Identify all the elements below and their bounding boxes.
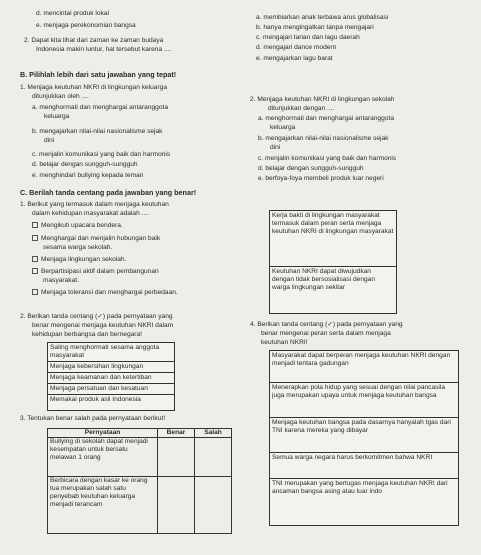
section-c-heading: C. Berilah tanda centang pada jawaban yang benar! xyxy=(20,188,197,197)
table-row xyxy=(48,437,232,476)
c-q2-statement-box xyxy=(47,342,175,411)
c-q4-statement-5[interactable]: TNI merupakan yang bertugas menjaga keutuhan NKRI dari ancaman bangsa asing atau luar indo xyxy=(272,480,448,495)
c-q4-statement-3[interactable]: Menjaga keutuhan bangsa pada dasarnya hanyalah tgas dari TNI karena mereka yang dibayar xyxy=(270,418,458,453)
b-q2-option-b: b. mengajarkan nilai-nilai nasionalisme sejak xyxy=(258,135,389,142)
b-q1-option-b: b. mengajarkan nilai-nilai nasionalisme sejak xyxy=(32,128,163,135)
c-q2-line2: benar mengenai menjaga keutuhan NKRI dalam xyxy=(32,322,174,329)
c-q1-option-4-cont: masyarakat. xyxy=(43,277,79,284)
b-q2-option-a-cont: keluarga xyxy=(270,124,296,131)
c-q1-statement-box xyxy=(269,210,397,314)
b-q1-line2: ditunjukkan oleh .... xyxy=(32,93,89,100)
option-b-top-right: b. hanya mengingatkan tanpa mengajari xyxy=(256,24,374,31)
c-q4-line3: keutuhan NKRI! xyxy=(261,339,308,346)
b-q2-option-a: a. menghormati dan menghargai antaranggota xyxy=(258,115,394,122)
c-q1-option-2: Menghargai dan menjalin hubungan baik xyxy=(32,235,160,243)
b-q1-option-b-cont: dini xyxy=(44,137,55,144)
section-b-heading: B. Pilihlah lebih dari satu jawaban yang tepat! xyxy=(20,70,177,79)
salah-cell[interactable] xyxy=(195,437,232,476)
c-q2-statement-4[interactable]: Menjaga persatuan dan kesatuan xyxy=(48,384,174,395)
c-q1-line1: 1. Berikut yang termasuk dalam menjaga keutuhan xyxy=(20,201,169,208)
b-q2-option-c: c. menjalin komunikasi yang baik dan harmonis xyxy=(258,155,397,162)
c-q1-option-5: Menjaga toleransi dan menghargai perbedaan. xyxy=(32,289,178,297)
benar-cell[interactable] xyxy=(158,437,195,476)
salah-cell[interactable] xyxy=(195,476,232,533)
b-q2-line1: 2. Menjaga keutuhan NKRI di lingkungan sekolah xyxy=(250,96,395,103)
c-q1-option-3: Menjaga lingkungan sekolah. xyxy=(32,256,126,264)
b-q1-line1: 1. Menjaga keutuhan NKRI di lingkungan keluarga xyxy=(20,84,167,91)
c-q4-statement-box xyxy=(269,350,459,526)
c-q4-statement-1[interactable]: Masyarakat dapat berperan menjaga keutuhan NKRI dengan menjadi tentara gadungan xyxy=(270,351,458,383)
c-q2-statement-5[interactable]: Memakai produk asli Indonesia xyxy=(50,395,141,403)
header-benar: Benar xyxy=(158,429,195,438)
option-d-top-right: d. mengajari dance modern xyxy=(256,44,337,51)
benar-cell[interactable] xyxy=(158,476,195,533)
c-q1-option-2-cont: sesama warga sekolah. xyxy=(43,244,113,251)
c-q2-statement-2[interactable]: Menjaga kebersihan lingkungan xyxy=(48,362,174,373)
checkbox-icon[interactable] xyxy=(32,256,38,262)
b-q2-option-b-cont: dini xyxy=(270,144,281,151)
c-q1-line2: dalam kehidupan masyarakat adalah .... xyxy=(32,210,149,217)
c-q4-line1: 4. Berikan tanda centang (✓) pada pernyataan yang xyxy=(250,321,403,328)
c-q1-statement-2[interactable]: Keutuhan NKRI dapat diwujudkan dengan tidak bersosialisasi dengan warga lingkungan sekitar xyxy=(272,268,376,291)
checkbox-icon[interactable] xyxy=(32,289,38,295)
question-a2-line1: 2. Dapat kita lihat dari zaman ke zaman budaya xyxy=(24,37,164,44)
b-q2-option-e: e. berfoya-foya membeli produk luar negeri xyxy=(258,175,384,182)
c-q4-line2: benar mengenai peran serta dalam menjaga xyxy=(261,330,391,337)
statement-cell: Berbicara dengan kasar ke orang tua merupakan salah satu penyebab keutuhan keluarga menjadi terancam xyxy=(48,476,158,533)
table-row xyxy=(48,476,232,533)
b-q1-option-e: e. menghindari bullying kepada teman xyxy=(32,172,144,179)
c-q2-statement-1[interactable]: Saling menghormati sesama anggota masyarakat xyxy=(48,343,174,362)
c-q2-line1: 2. Berikan tanda centang (✓) pada pernyataan yang xyxy=(20,313,173,320)
checkbox-icon[interactable] xyxy=(32,268,38,274)
b-q1-option-d: d. belajar dengan sungguh-sungguh xyxy=(32,161,138,168)
option-c-top-right: c. mengajari tarian dan lagu daerah xyxy=(256,34,360,41)
b-q2-line2: ditunjukkan dengan .... xyxy=(268,105,335,112)
c-q1-statement-1[interactable]: Kerja bakti di lingkungan masyarakat termasuk dalam peran serta menjaga keutuhan NKRI di lingkungan masyarakat xyxy=(270,211,396,267)
table-header-row xyxy=(48,429,232,438)
c-q3-line1: 3. Tentukan benar salah pada pernyataan berikut! xyxy=(20,415,166,422)
b-q1-option-c: c. menjalin komunikasi yang baik dan harmonis xyxy=(32,151,171,158)
option-e-top: e. menjaga perekonomian bangsa xyxy=(36,22,136,29)
header-pernyataan: Pernyataan xyxy=(48,429,158,438)
b-q1-option-a-cont: keluarga xyxy=(44,113,70,120)
c-q4-statement-4[interactable]: Semua warga negara harus berkomitmen bahwa NKRI xyxy=(270,453,458,479)
c-q3-true-false-table xyxy=(47,428,232,534)
header-salah: Salah xyxy=(195,429,232,438)
c-q1-option-1: Mengikuti upacara bendera. xyxy=(32,222,123,230)
checkbox-icon[interactable] xyxy=(32,222,38,228)
c-q2-line3: kehidupan berbangsa dan bernegara! xyxy=(32,331,142,338)
c-q1-option-4: Berpartisipasi aktif dalam pembangunan xyxy=(32,268,159,276)
option-d-top: d. mencintai produk lokal xyxy=(36,10,109,17)
c-q4-statement-2[interactable]: Menerapkan pola hidup yang sesuai dengan nilai pancasila juga merupakan upaya untuk menjaga keutuhan bangsa xyxy=(270,383,458,418)
option-a-top-right: a. membiarkan anak terbawa arus globalisasi xyxy=(256,14,389,21)
question-a2-line2: Indonesia makin luntur, hal tersebut karena .... xyxy=(36,46,172,53)
option-e-top-right: e. mengajarkan lagu barat xyxy=(256,55,333,62)
checkbox-icon[interactable] xyxy=(32,235,38,241)
b-q2-option-d: d. belajar dengan sungguh-sungguh xyxy=(258,165,364,172)
c-q2-statement-3[interactable]: Menjaga keamanan dan ketertiban xyxy=(48,373,174,384)
statement-cell: Bullying di sekolah dapat menjadi kesempatan untuk bersatu melawan 1 orang xyxy=(48,437,158,476)
b-q1-option-a: a. menghormati dan menghargai antaranggota xyxy=(32,104,168,111)
